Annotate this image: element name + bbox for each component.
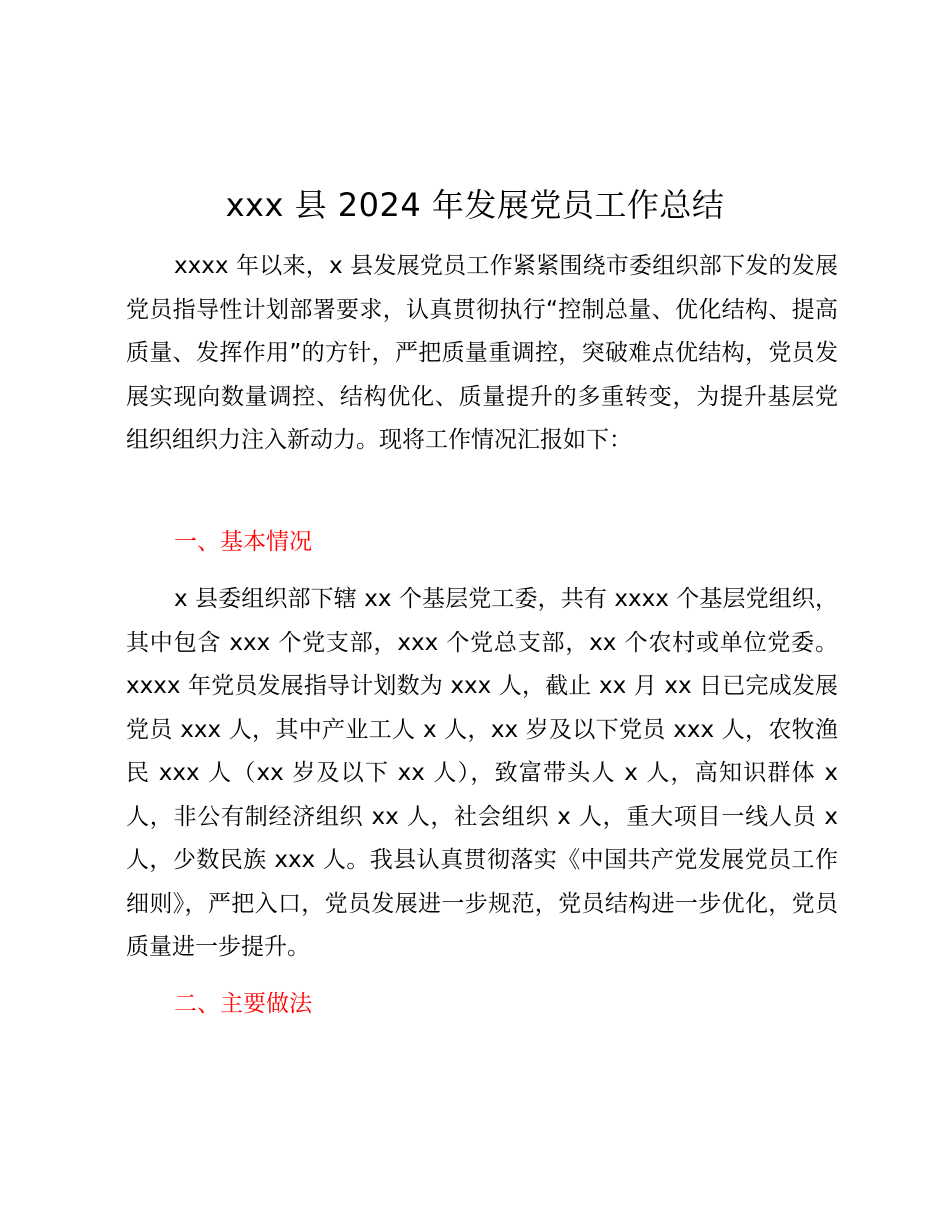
intro-paragraph-text: xxxx 年以来，x 县发展党员工作紧紧围绕市委组织部下发的发展党员指导性计划部署要求，认真贯彻执行“控制总量、优化结构、提高质量、发挥作用”的方针，严把质量重调控，突破难点优结构，党员发展实现向数量调控、结构优化、质量提升的多重转变，为提升基层党组织组织力注入新动力。现将工作情况汇报如下：	[126, 253, 838, 453]
section1-paragraph-text: x 县委组织部下辖 xx 个基层党工委，共有 xxxx 个基层党组织，其中包含 xxx 个党支部，xxx 个党总支部，xx 个农村或单位党委。xxxx 年党员发展指导计划数为 xxx 人，截止 xx 月 xx 日已完成发展党员 xxx 人，其中产业工人 x 人，xx 岁及以下党员 xxx 人，农牧渔民 xxx 人（xx 岁及以下 xx 人），致富带头人 x 人，高知识群体 x 人，非公有制经济组织 xx 人，社会组织 x 人，重大项目一线人员 x 人，少数民族 xxx 人。我县认真贯彻落实《中国共产党发展党员工作细则》，严把入口，党员发展进一步规范，党员结构进一步优化，党员质量进一步提升。	[126, 586, 838, 960]
section-heading-basic-situation: 一、基本情况	[174, 529, 312, 555]
section1-paragraph	[126, 578, 838, 970]
intro-paragraph	[126, 245, 838, 463]
section-heading-main-practices: 二、主要做法	[174, 991, 312, 1017]
document-title: xxx 县 2024 年发展党员工作总结	[225, 186, 725, 224]
